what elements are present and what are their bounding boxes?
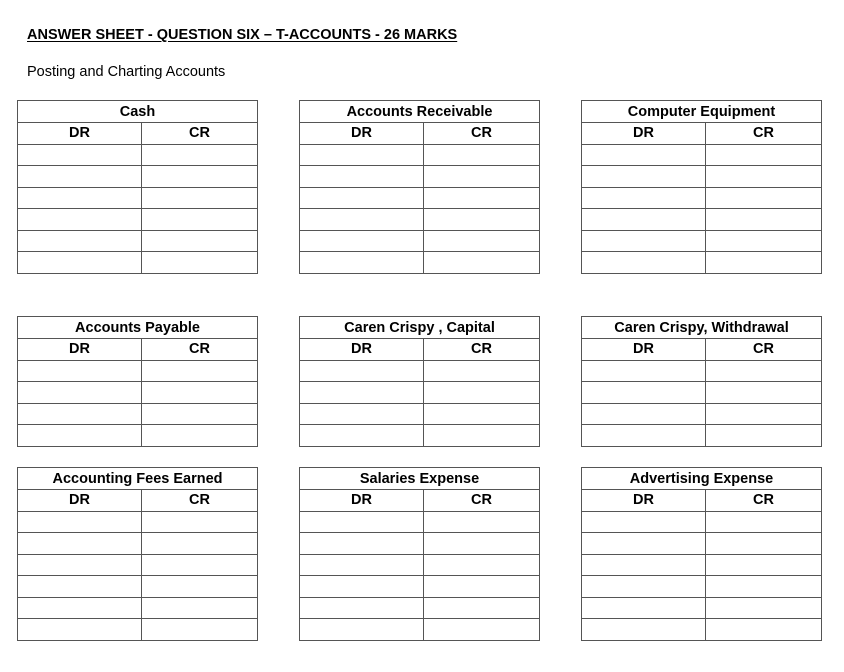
debit-column-header: DR (300, 123, 424, 145)
entry-row (582, 576, 822, 598)
credit-entry-cell[interactable] (424, 533, 540, 555)
debit-entry-cell[interactable] (18, 425, 142, 447)
account-title: Caren Crispy , Capital (300, 317, 540, 339)
credit-entry-cell[interactable] (142, 166, 258, 188)
account-title: Advertising Expense (582, 468, 822, 490)
credit-entry-cell[interactable] (142, 209, 258, 231)
credit-entry-cell[interactable] (706, 597, 822, 619)
debit-entry-cell[interactable] (582, 597, 706, 619)
debit-column-header: DR (582, 339, 706, 361)
debit-entry-cell[interactable] (300, 166, 424, 188)
entry-row (18, 166, 258, 188)
entry-row (300, 511, 540, 533)
account-title: Salaries Expense (300, 468, 540, 490)
entry-row (582, 209, 822, 231)
debit-entry-cell[interactable] (18, 511, 142, 533)
entry-row (300, 597, 540, 619)
t-account-table (299, 467, 540, 641)
debit-entry-cell[interactable] (300, 619, 424, 641)
debit-entry-cell[interactable] (582, 619, 706, 641)
debit-entry-cell[interactable] (300, 511, 424, 533)
entry-row (582, 554, 822, 576)
entry-row (18, 403, 258, 425)
debit-entry-cell[interactable] (18, 403, 142, 425)
entry-row (18, 230, 258, 252)
credit-entry-cell[interactable] (424, 230, 540, 252)
t-account-table (581, 467, 822, 641)
entry-row (18, 554, 258, 576)
debit-entry-cell[interactable] (18, 554, 142, 576)
credit-column-header: CR (142, 339, 258, 361)
debit-column-header: DR (582, 123, 706, 145)
credit-entry-cell[interactable] (706, 187, 822, 209)
entry-row (582, 511, 822, 533)
entry-row (300, 576, 540, 598)
debit-entry-cell[interactable] (18, 533, 142, 555)
t-account-table (581, 316, 822, 447)
debit-entry-cell[interactable] (582, 166, 706, 188)
debit-entry-cell[interactable] (582, 209, 706, 231)
credit-entry-cell[interactable] (142, 554, 258, 576)
entry-row (18, 619, 258, 641)
debit-entry-cell[interactable] (18, 230, 142, 252)
debit-entry-cell[interactable] (582, 403, 706, 425)
credit-entry-cell[interactable] (142, 533, 258, 555)
credit-column-header: CR (424, 339, 540, 361)
credit-entry-cell[interactable] (706, 230, 822, 252)
debit-entry-cell[interactable] (582, 187, 706, 209)
entry-row (582, 382, 822, 404)
debit-entry-cell[interactable] (300, 576, 424, 598)
credit-entry-cell[interactable] (142, 252, 258, 274)
debit-entry-cell[interactable] (18, 252, 142, 274)
entry-row (300, 230, 540, 252)
debit-entry-cell[interactable] (18, 360, 142, 382)
debit-entry-cell[interactable] (582, 252, 706, 274)
debit-column-header: DR (18, 490, 142, 512)
credit-entry-cell[interactable] (424, 619, 540, 641)
credit-entry-cell[interactable] (424, 187, 540, 209)
entry-row (300, 425, 540, 447)
t-account-table (581, 100, 822, 274)
entry-row (18, 533, 258, 555)
entry-row (18, 144, 258, 166)
entry-row (300, 144, 540, 166)
entry-row (300, 166, 540, 188)
credit-entry-cell[interactable] (424, 403, 540, 425)
entry-row (300, 533, 540, 555)
entry-row (582, 425, 822, 447)
credit-entry-cell[interactable] (142, 360, 258, 382)
debit-entry-cell[interactable] (300, 230, 424, 252)
debit-entry-cell[interactable] (300, 403, 424, 425)
debit-entry-cell[interactable] (582, 554, 706, 576)
t-account-table (17, 467, 258, 641)
entry-row (300, 187, 540, 209)
credit-entry-cell[interactable] (142, 511, 258, 533)
debit-entry-cell[interactable] (18, 382, 142, 404)
debit-entry-cell[interactable] (300, 382, 424, 404)
entry-row (582, 166, 822, 188)
account-title: Caren Crispy, Withdrawal (582, 317, 822, 339)
credit-entry-cell[interactable] (706, 511, 822, 533)
debit-entry-cell[interactable] (582, 230, 706, 252)
t-account-table (17, 316, 258, 447)
debit-entry-cell[interactable] (300, 533, 424, 555)
debit-entry-cell[interactable] (582, 425, 706, 447)
credit-entry-cell[interactable] (706, 360, 822, 382)
credit-entry-cell[interactable] (706, 533, 822, 555)
debit-entry-cell[interactable] (18, 166, 142, 188)
credit-entry-cell[interactable] (424, 166, 540, 188)
credit-column-header: CR (706, 123, 822, 145)
page-subtitle: Posting and Charting Accounts (27, 64, 226, 80)
debit-column-header: DR (582, 490, 706, 512)
t-account-table (299, 316, 540, 447)
entry-row (582, 597, 822, 619)
debit-column-header: DR (18, 339, 142, 361)
credit-entry-cell[interactable] (424, 511, 540, 533)
entry-row (300, 360, 540, 382)
debit-entry-cell[interactable] (300, 144, 424, 166)
account-title: Accounts Payable (18, 317, 258, 339)
credit-entry-cell[interactable] (424, 252, 540, 274)
account-title: Cash (18, 101, 258, 123)
entry-row (18, 382, 258, 404)
entry-row (582, 360, 822, 382)
credit-column-header: CR (706, 490, 822, 512)
debit-entry-cell[interactable] (300, 597, 424, 619)
entry-row (300, 209, 540, 231)
entry-row (18, 360, 258, 382)
credit-entry-cell[interactable] (706, 619, 822, 641)
account-title: Computer Equipment (582, 101, 822, 123)
debit-entry-cell[interactable] (18, 209, 142, 231)
credit-entry-cell[interactable] (142, 425, 258, 447)
credit-entry-cell[interactable] (706, 554, 822, 576)
debit-column-header: DR (300, 490, 424, 512)
debit-entry-cell[interactable] (300, 360, 424, 382)
credit-entry-cell[interactable] (142, 230, 258, 252)
debit-entry-cell[interactable] (582, 576, 706, 598)
entry-row (18, 425, 258, 447)
credit-entry-cell[interactable] (706, 252, 822, 274)
debit-entry-cell[interactable] (300, 554, 424, 576)
credit-column-header: CR (424, 123, 540, 145)
credit-entry-cell[interactable] (706, 209, 822, 231)
debit-entry-cell[interactable] (18, 619, 142, 641)
entry-row (300, 403, 540, 425)
debit-entry-cell[interactable] (18, 576, 142, 598)
credit-entry-cell[interactable] (142, 619, 258, 641)
page-title: ANSWER SHEET - QUESTION SIX – T-ACCOUNTS - 26 MARKS (27, 27, 458, 43)
entry-row (300, 619, 540, 641)
credit-entry-cell[interactable] (706, 403, 822, 425)
credit-entry-cell[interactable] (424, 382, 540, 404)
credit-entry-cell[interactable] (142, 187, 258, 209)
entry-row (18, 597, 258, 619)
credit-column-header: CR (142, 123, 258, 145)
debit-entry-cell[interactable] (18, 187, 142, 209)
credit-entry-cell[interactable] (424, 360, 540, 382)
credit-column-header: CR (142, 490, 258, 512)
debit-entry-cell[interactable] (300, 209, 424, 231)
credit-entry-cell[interactable] (706, 382, 822, 404)
entry-row (18, 187, 258, 209)
credit-entry-cell[interactable] (142, 403, 258, 425)
credit-entry-cell[interactable] (706, 576, 822, 598)
credit-entry-cell[interactable] (424, 209, 540, 231)
credit-entry-cell[interactable] (142, 597, 258, 619)
debit-entry-cell[interactable] (18, 597, 142, 619)
entry-row (582, 144, 822, 166)
account-title: Accounts Receivable (300, 101, 540, 123)
credit-entry-cell[interactable] (424, 144, 540, 166)
entry-row (582, 533, 822, 555)
t-account-table (299, 100, 540, 274)
debit-entry-cell[interactable] (300, 187, 424, 209)
entry-row (300, 252, 540, 274)
t-account-table (17, 100, 258, 274)
credit-column-header: CR (424, 490, 540, 512)
credit-entry-cell[interactable] (706, 166, 822, 188)
entry-row (18, 252, 258, 274)
entry-row (300, 382, 540, 404)
debit-entry-cell[interactable] (300, 425, 424, 447)
credit-entry-cell[interactable] (424, 576, 540, 598)
credit-entry-cell[interactable] (142, 144, 258, 166)
credit-entry-cell[interactable] (424, 597, 540, 619)
debit-column-header: DR (300, 339, 424, 361)
debit-entry-cell[interactable] (582, 382, 706, 404)
entry-row (18, 209, 258, 231)
credit-entry-cell[interactable] (424, 425, 540, 447)
credit-entry-cell[interactable] (424, 554, 540, 576)
account-title: Accounting Fees Earned (18, 468, 258, 490)
entry-row (18, 511, 258, 533)
entry-row (582, 403, 822, 425)
entry-row (582, 252, 822, 274)
debit-entry-cell[interactable] (582, 533, 706, 555)
entry-row (582, 619, 822, 641)
debit-column-header: DR (18, 123, 142, 145)
credit-entry-cell[interactable] (706, 425, 822, 447)
entry-row (18, 576, 258, 598)
credit-entry-cell[interactable] (142, 576, 258, 598)
debit-entry-cell[interactable] (582, 511, 706, 533)
debit-entry-cell[interactable] (582, 144, 706, 166)
debit-entry-cell[interactable] (300, 252, 424, 274)
entry-row (582, 230, 822, 252)
credit-entry-cell[interactable] (142, 382, 258, 404)
credit-column-header: CR (706, 339, 822, 361)
debit-entry-cell[interactable] (18, 144, 142, 166)
credit-entry-cell[interactable] (706, 144, 822, 166)
entry-row (300, 554, 540, 576)
debit-entry-cell[interactable] (582, 360, 706, 382)
entry-row (582, 187, 822, 209)
